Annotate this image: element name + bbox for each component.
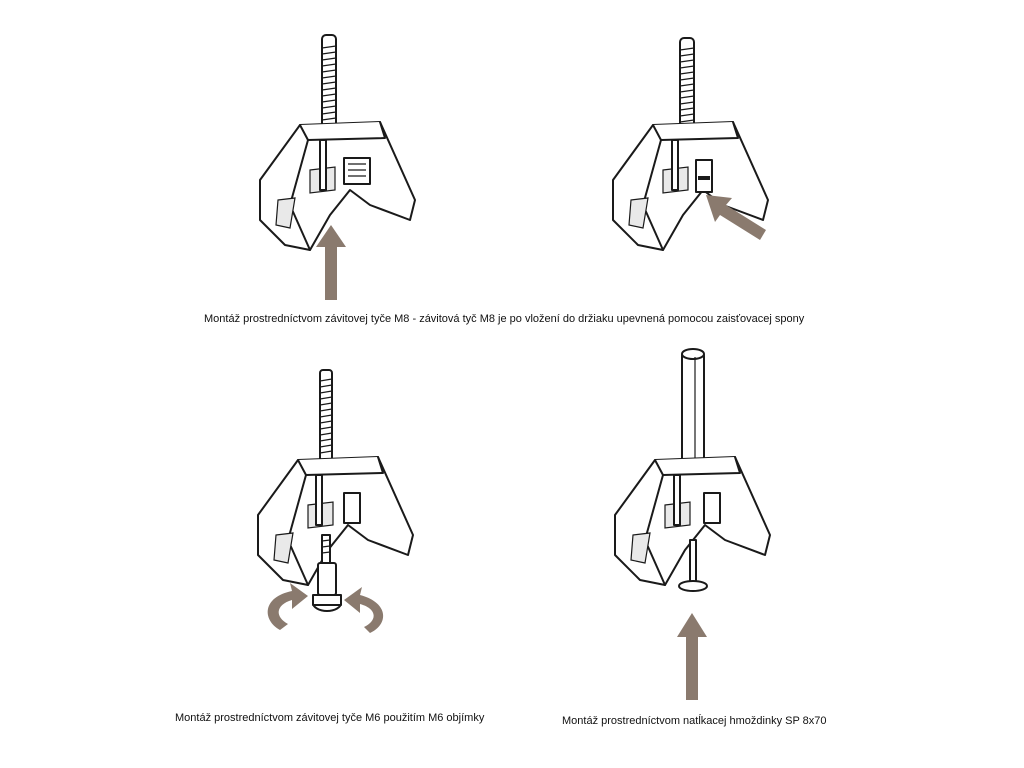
panel-m8-clip	[598, 30, 778, 245]
panel-m6-coupling	[240, 365, 430, 645]
caption-m8-rod: Montáž prostredníctvom závitovej tyče M8 - závitová tyč M8 je po vložení do držiaku upevnená pomocou zaisťovacej spony	[204, 313, 805, 325]
caption-m6-coupling: Montáž prostredníctvom závitovej tyče M6 použitím M6 objímky	[175, 712, 485, 724]
panel-m8-insert	[240, 30, 430, 305]
caption-nail-anchor: Montáž prostredníctvom natĺkacej hmoždinky SP 8x70	[562, 715, 827, 727]
holder-nail-anchor-illustration	[600, 345, 785, 705]
holder-m6-coupling-illustration	[240, 365, 430, 645]
panel-nail-anchor	[600, 345, 785, 705]
holder-m8-insert-illustration	[240, 30, 430, 305]
holder-m8-clip-illustration	[598, 30, 778, 245]
